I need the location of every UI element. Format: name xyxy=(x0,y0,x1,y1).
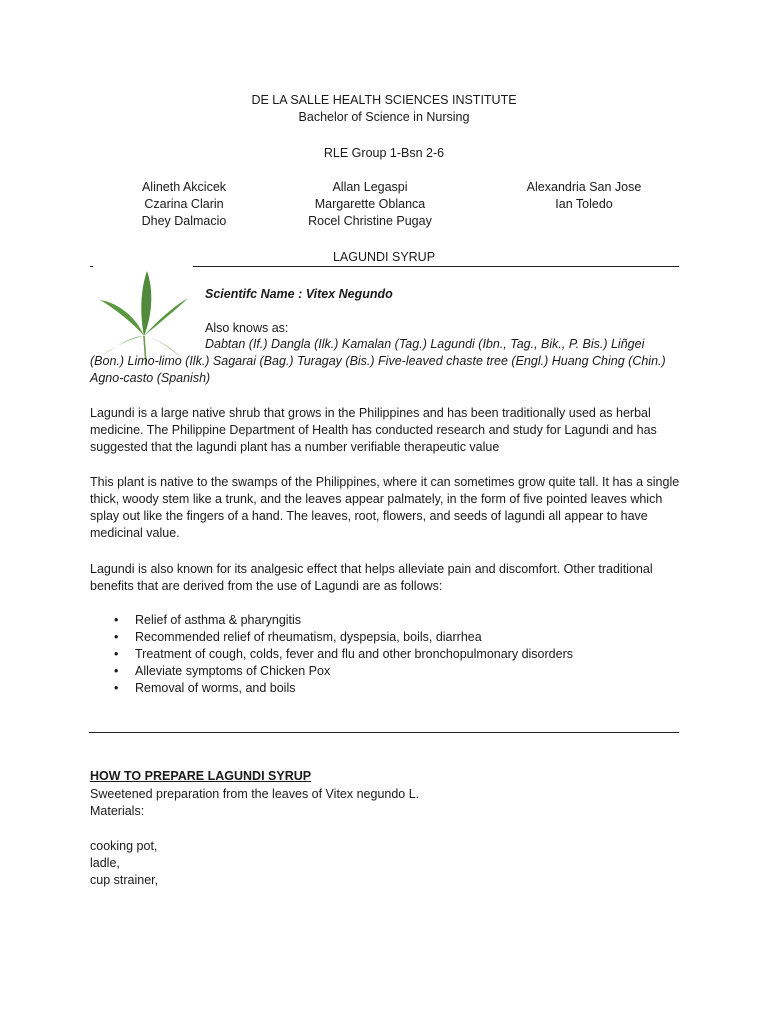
also-known-title: Also knows as: xyxy=(205,321,289,335)
materials-label: Materials: xyxy=(90,804,145,818)
list-item: • Relief of asthma & pharyngitis xyxy=(90,612,573,629)
materials-list xyxy=(90,838,158,889)
subject-title: LAGUNDI SYRUP xyxy=(332,250,436,264)
group-name: RLE Group 1-Bsn 2-6 xyxy=(323,146,445,160)
howto-description: Sweetened preparation from the leaves of Vitex negundo L. xyxy=(90,787,420,801)
benefits-list xyxy=(90,612,573,697)
list-item: • Alleviate symptoms of Chicken Pox xyxy=(90,663,573,680)
list-item: ladle, xyxy=(90,856,120,870)
leaflet xyxy=(100,300,144,336)
paragraph: Lagundi is a large native shrub that grows in the Philippines and has been traditionally used as herbal medicine. The Philippine Department of Health has conducted research and study for Lagundi and has suggested that the lagundi plant has a number verifiable therapeutic value xyxy=(90,406,657,454)
leaflet xyxy=(141,271,151,336)
divider xyxy=(193,266,679,267)
member-name: Czarina Clarin xyxy=(144,197,224,211)
scientific-name: Scientifc Name : Vitex Negundo xyxy=(205,287,393,301)
paragraph: Lagundi is also known for its analgesic effect that helps alleviate pain and discomfort. Other traditional benefits that are derived from the use of Lagundi are as follows: xyxy=(90,562,653,593)
divider xyxy=(89,732,679,733)
list-item: • Recommended relief of rheumatism, dyspepsia, boils, diarrhea xyxy=(90,629,573,646)
paragraph: This plant is native to the swamps of the Philippines, where it can sometimes grow quite tall. It has a single thick, woody stem like a trunk, and the leaves appear palmately, in the form of five pointed leaves which splay out like the fingers of a hand. The leaves, root, flowers, and seeds of lagundi all appear to have medicinal value. xyxy=(90,475,680,540)
howto-heading: HOW TO PREPARE LAGUNDI SYRUP xyxy=(90,769,312,783)
also-known-text: Dabtan (If.) Dangla (Ilk.) Kamalan (Tag.) Lagundi (Ibn., Tag., Bik., P. Bis.) Liñgei (Bon.) Limo-limo (Ilk.) Sagarai (Bag.) Turagay (Bis.) Five-leaved chaste tree (Engl.) Huang Ching (Chin.) Agno-casto (Spanish) xyxy=(90,337,666,385)
member-column xyxy=(484,179,684,213)
member-name: Ian Toledo xyxy=(555,197,613,211)
list-item: • Removal of worms, and boils xyxy=(90,680,573,697)
list-item: cup strainer, xyxy=(90,873,159,887)
member-name: Dhey Dalmacio xyxy=(141,214,227,228)
member-name: Allan Legaspi xyxy=(332,180,408,194)
member-name: Alexandria San Jose xyxy=(526,180,642,194)
institute-name: DE LA SALLE HEALTH SCIENCES INSTITUTE xyxy=(251,93,517,107)
member-column xyxy=(84,179,284,230)
member-name: Alineth Akcicek xyxy=(141,180,227,194)
member-name: Margarette Oblanca xyxy=(314,197,426,211)
list-item: cooking pot, xyxy=(90,839,158,853)
member-column xyxy=(270,179,470,230)
program-name: Bachelor of Science in Nursing xyxy=(298,110,470,124)
list-item: • Treatment of cough, colds, fever and flu and other bronchopulmonary disorders xyxy=(90,646,573,663)
member-name: Rocel Christine Pugay xyxy=(308,214,432,228)
